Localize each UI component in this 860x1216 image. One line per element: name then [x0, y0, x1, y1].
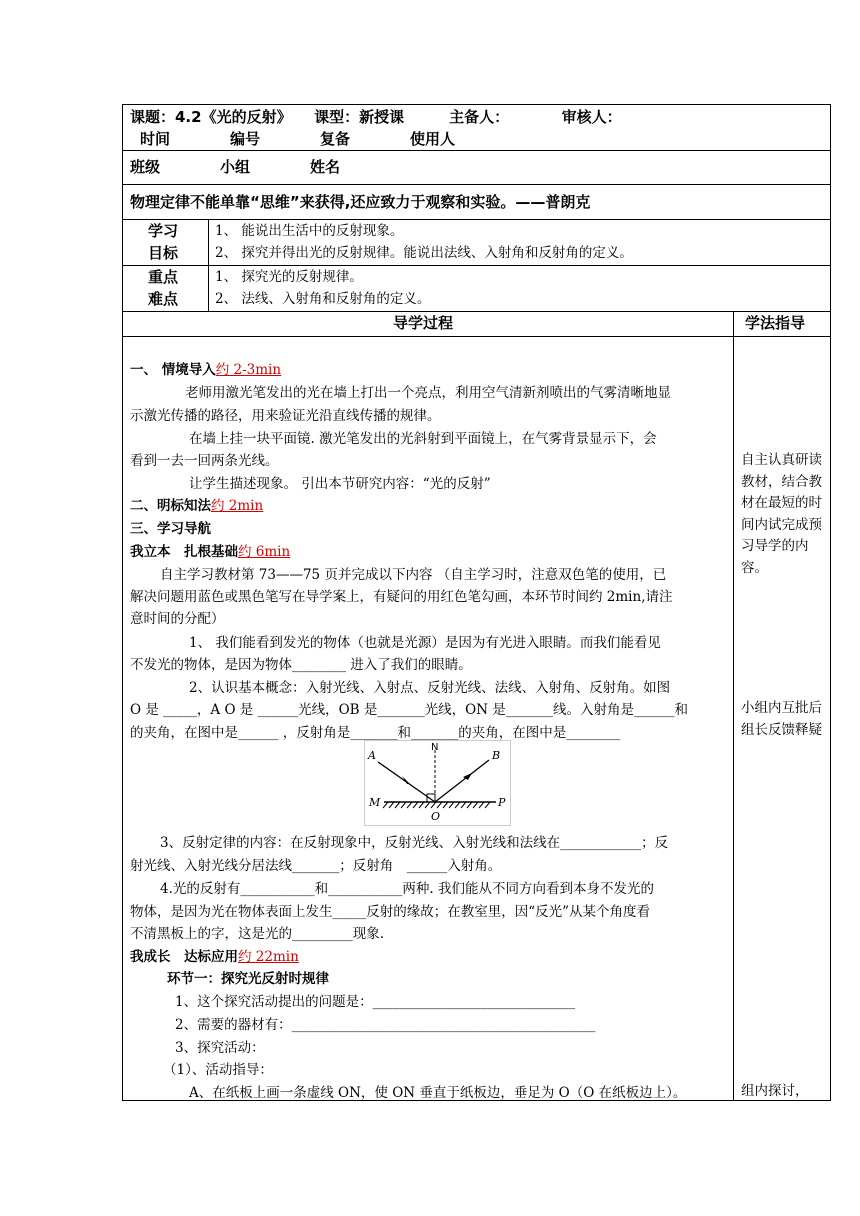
paragraph: 自主学习教材第 73——75 页并完成以下内容 （自主学习时，注意双色笔的使用，已 — [160, 567, 667, 583]
objective-item: 1、 能说出生活中的反射现象。 — [215, 223, 404, 239]
row-divider — [122, 150, 831, 151]
time-note: 约 2min — [211, 498, 264, 514]
paragraph: 让学生描述现象。 引出本节研究内容：“光的反射” — [189, 476, 491, 492]
subsection-apply — [130, 948, 299, 966]
row-divider — [122, 336, 831, 337]
activity-line: 2、需要的器材有：_____________________________________________ — [175, 1017, 596, 1033]
point-label: B — [492, 749, 501, 762]
subsection-basics — [130, 543, 290, 561]
row-divider — [122, 311, 831, 312]
question: 的夹角，在图中是______ ，反射角是_______和_______的夹角，在图中是________ — [130, 725, 621, 741]
time-note: 约 6min — [238, 544, 291, 560]
keypoints-label: 难点 — [148, 290, 179, 308]
question: 不发光的物体，是因为物体________ 进入了我们的眼睛。 — [130, 657, 472, 673]
section-title: 一、 情境导入 — [130, 362, 216, 378]
row-divider — [122, 219, 831, 220]
question: 1、 我们能看到发光的物体（也就是光源）是因为有光进入眼睛。而我们能看见 — [189, 635, 661, 651]
quote: 物理定律不能单靠“思维”来获得,还应致力于观察和实验。——普朗克 — [130, 193, 591, 211]
guide-column-divider — [733, 311, 734, 1101]
reflection-diagram — [364, 740, 511, 826]
objectives-label: 学习 — [148, 222, 179, 240]
question: 射光线、入射光线分居法线_______；反射角 ______入射角。 — [130, 858, 502, 874]
section-title: 二、明标知法 — [130, 498, 211, 514]
question: 不清黑板上的字，这是光的_________现象. — [130, 926, 385, 942]
subsection-title: 我成长 达标应用 — [130, 949, 238, 965]
label-column-divider — [208, 219, 209, 311]
header-row3: 班级 小组 姓名 — [130, 158, 341, 176]
guide-note: 自主认真研读教材，结合教材在最短的时间内试完成预习导学的内容。 — [741, 452, 822, 576]
activity-line: （1）、活动指导： — [163, 1062, 273, 1078]
point-label: O — [431, 810, 441, 823]
point-label: M — [369, 796, 381, 809]
keypoints-label: 重点 — [148, 268, 179, 286]
row-divider — [122, 184, 831, 185]
paragraph: 老师用激光笔发出的光在墙上打出一个亮点，利用空气清新剂喷出的气雾清晰地显 — [185, 385, 671, 401]
question: 2、认识基本概念：入射光线、入射点、反射光线、法线、入射角、反射角。如图 — [189, 680, 671, 696]
keypoint-item: 1、 探究光的反射规律。 — [215, 269, 363, 285]
question: O 是 _____，A O 是 ______光线，OB 是_______光线，ON 是_______线。入射角是______和 — [130, 702, 689, 718]
paragraph: 看到一去一回两条光线。 — [130, 453, 279, 469]
question: 4.光的反射有___________和___________两种. 我们能从不同方向看到本身不发光的 — [160, 881, 654, 897]
point-label: A — [368, 749, 376, 762]
activity-line: 3、探究活动： — [175, 1040, 265, 1056]
process-header: 导学过程 — [393, 314, 454, 332]
section-objectives — [130, 497, 263, 515]
keypoint-item: 2、 法线、入射角和反射角的定义。 — [215, 291, 431, 307]
point-label: N — [431, 742, 439, 753]
activity-line: A、在纸板上画一条虚线 ON，使 ON 垂直于纸板边，垂足为 O（O 在纸板边上）。 — [189, 1085, 687, 1101]
question: 物体，是因为光在物体表面上发生_____反射的缘故；在教室里，因“反光”从某个角度看 — [130, 904, 651, 920]
header-row1: 课题：4.2《光的反射》 课型：新授课 主备人： 审核人： — [130, 108, 622, 126]
paragraph: 意时间的分配） — [130, 611, 225, 627]
link-title: 环节一：探究光反射时规律 — [167, 971, 329, 987]
row-divider — [122, 265, 831, 266]
objectives-label: 目标 — [148, 244, 179, 262]
guide-note: 小组内互批后组长反馈释疑 — [741, 700, 822, 738]
guide-header: 学法指导 — [745, 314, 806, 332]
paragraph: 示激光传播的路径，用来验证光沿直线传播的规律。 — [130, 408, 441, 424]
objective-item: 2、 探究并得出光的反射规律。能说出法线、入射角和反射角的定义。 — [215, 245, 633, 261]
question: 3、反射定律的内容：在反射现象中，反射光线、入射光线和法线在____________；反 — [160, 835, 669, 851]
guide-note: 组内探讨， — [741, 1083, 809, 1099]
section-title: 三、学习导航 — [130, 521, 211, 537]
section-intro — [130, 361, 281, 379]
paragraph: 解决问题用蓝色或黑色笔写在导学案上，有疑问的用红色笔勾画，本环节时间约 2min,请注 — [130, 589, 673, 605]
time-note: 约 22min — [238, 949, 299, 965]
paragraph: 在墙上挂一块平面镜. 激光笔发出的光斜射到平面镜上，在气雾背景显示下，会 — [189, 431, 657, 447]
activity-line: 1、这个探究活动提出的问题是：______________________________ — [175, 994, 576, 1010]
point-label: P — [498, 796, 506, 809]
subsection-title: 我立本 扎根基础 — [130, 544, 238, 560]
time-note: 约 2-3min — [215, 362, 282, 378]
header-row2: 时间 编号 复备 使用人 — [140, 130, 456, 148]
